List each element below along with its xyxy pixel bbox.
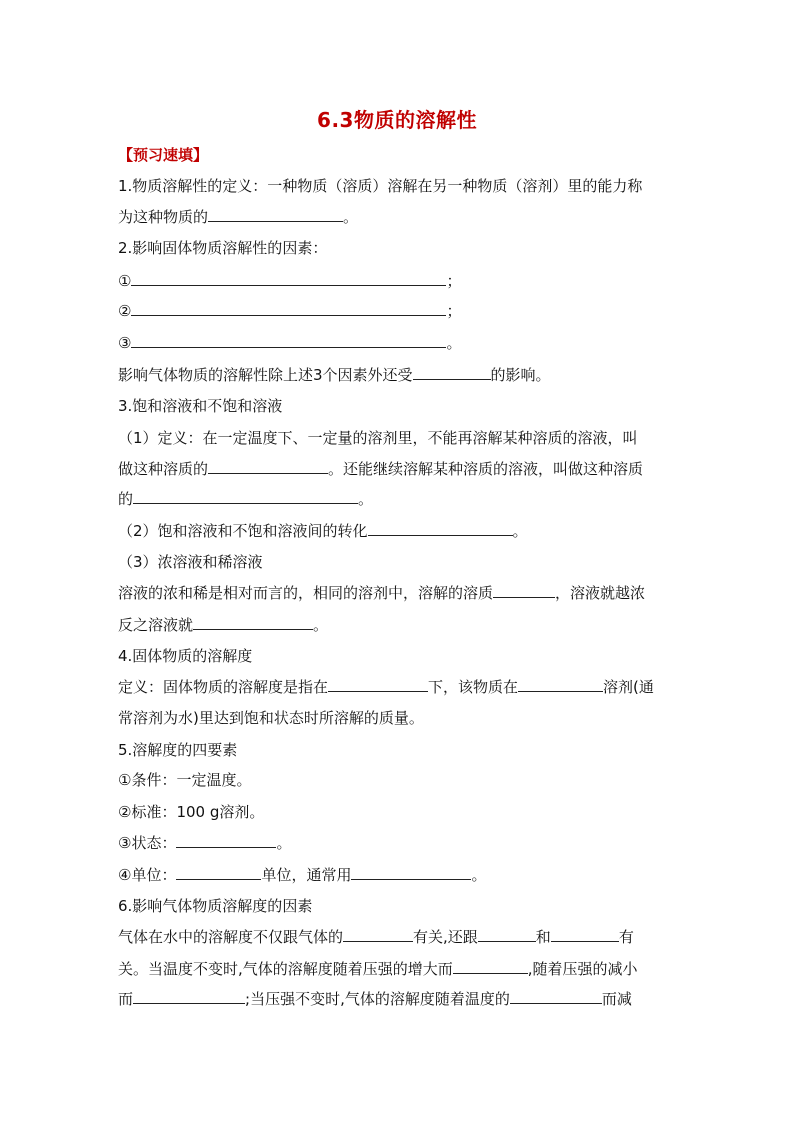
answer-blank[interactable]	[133, 488, 358, 504]
q3-def-line-3: 的 。	[118, 490, 374, 508]
q5-heading: 5.溶解度的四要素	[118, 741, 238, 759]
q5-item-2: ②标准：100 g溶剂。	[118, 803, 265, 821]
q4-def-line-1: 定义：固体物质的溶解度是指在 下，该物质在 溶剂(通	[118, 678, 654, 696]
answer-blank[interactable]	[131, 332, 446, 348]
q5-item-1: ①条件：一定温度。	[118, 771, 252, 789]
answer-blank[interactable]	[510, 988, 602, 1004]
answer-blank[interactable]	[193, 614, 313, 630]
answer-blank[interactable]	[208, 206, 343, 222]
q6-line-3: 而 ;当压强不变时,气体的溶解度随着温度的 而减	[118, 990, 632, 1008]
q1-line-1: 1.物质溶解性的定义：一种物质（溶质）溶解在另一种物质（溶剂）里的能力称	[118, 177, 643, 195]
q2-item-1: ① ；	[118, 272, 462, 290]
answer-blank[interactable]	[208, 458, 328, 474]
answer-blank[interactable]	[131, 270, 446, 286]
q3-def-line-2: 做这种溶质的 。还能继续溶解某种溶质的溶液，叫做这种溶质	[118, 460, 644, 478]
q1-line-2: 为这种物质的 。	[118, 208, 359, 226]
answer-blank[interactable]	[133, 988, 245, 1004]
answer-blank[interactable]	[551, 926, 619, 942]
answer-blank[interactable]	[413, 364, 491, 380]
answer-blank[interactable]	[478, 926, 536, 942]
q3-transform-line: （2）饱和溶液和不饱和溶液间的转化 。	[118, 522, 528, 540]
answer-blank[interactable]	[343, 926, 413, 942]
answer-blank[interactable]	[518, 676, 603, 692]
q6-heading: 6.影响气体物质溶解度的因素	[118, 897, 313, 915]
q3-conc-line-1: 溶液的浓和稀是相对而言的，相同的溶剂中，溶解的溶质 ，溶液就越浓	[118, 584, 646, 602]
q2-item-3: ③ 。	[118, 334, 462, 352]
page-title: 6.3物质的溶解性	[317, 108, 477, 132]
q6-line-2: 关。当温度不变时,气体的溶解度随着压强的增大而 ,随着压强的减小	[118, 960, 638, 978]
answer-blank[interactable]	[453, 958, 528, 974]
q5-item-3: ③状态： 。	[118, 834, 292, 852]
q5-item-4: ④单位： 单位，通常用 。	[118, 866, 487, 884]
q2-heading: 2.影响固体物质溶解性的因素：	[118, 239, 328, 257]
answer-blank[interactable]	[328, 676, 428, 692]
answer-blank[interactable]	[368, 520, 513, 536]
q6-line-1: 气体在水中的溶解度不仅跟气体的 有关,还跟 和 有	[118, 928, 634, 946]
q3-heading: 3.饱和溶液和不饱和溶液	[118, 397, 283, 415]
q2-gas-line: 影响气体物质的溶解性除上述3个因素外还受 的影响。	[118, 366, 551, 384]
q2-item-2: ② ；	[118, 302, 462, 320]
q3-subheading: （3）浓溶液和稀溶液	[118, 553, 263, 571]
section-heading: 【预习速填】	[118, 146, 209, 164]
answer-blank[interactable]	[493, 582, 555, 598]
answer-blank[interactable]	[176, 832, 276, 848]
answer-blank[interactable]	[131, 300, 446, 316]
q3-def-line-1: （1）定义：在一定温度下、一定量的溶剂里，不能再溶解某种溶质的溶液，叫	[118, 429, 638, 447]
q3-conc-line-2: 反之溶液就 。	[118, 616, 329, 634]
answer-blank[interactable]	[176, 864, 261, 880]
q4-def-line-2: 常溶剂为水)里达到饱和状态时所溶解的质量。	[118, 709, 424, 727]
answer-blank[interactable]	[351, 864, 471, 880]
q4-heading: 4.固体物质的溶解度	[118, 647, 253, 665]
